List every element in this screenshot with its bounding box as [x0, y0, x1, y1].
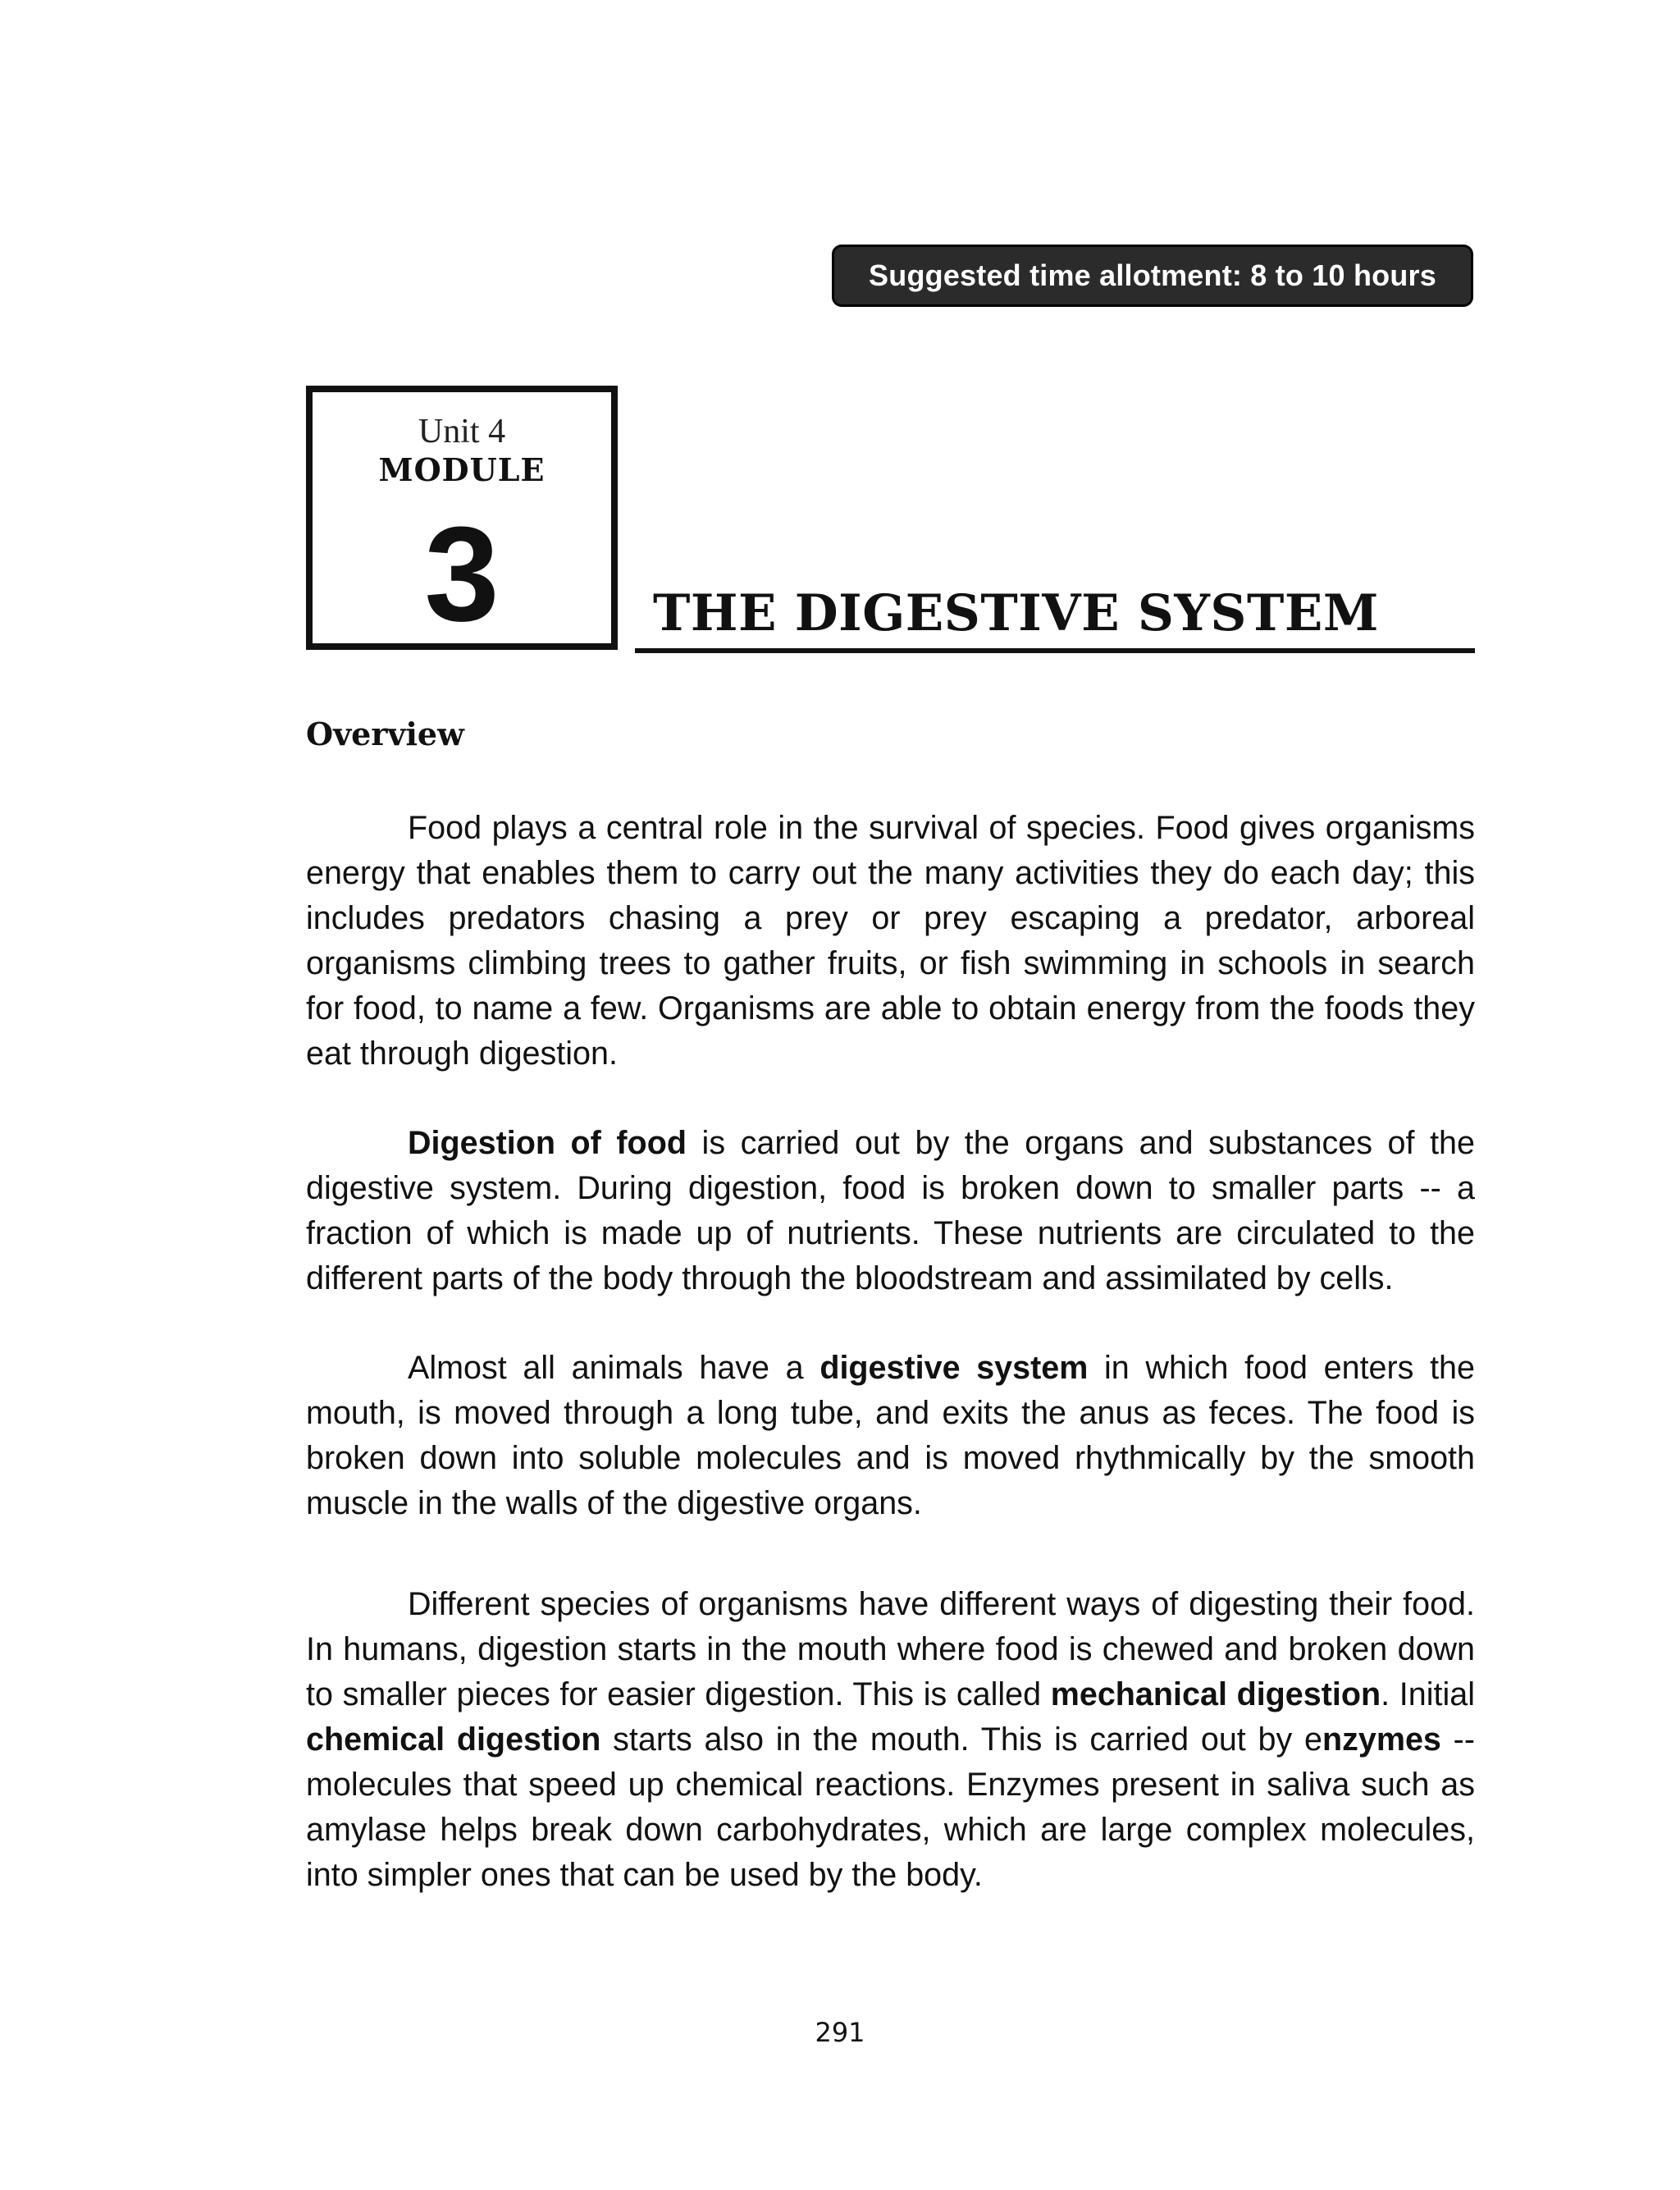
paragraph-4 [306, 1582, 1475, 1898]
term-digestive-system: digestive system [819, 1350, 1089, 1386]
paragraph-4-text-1: Different species of organisms have different ways of digesting their food. In humans, digestion starts in the mouth where food is chewed and broken down to smaller pieces for easier digestion. This is called [306, 1586, 1475, 1712]
module-number: 3 [424, 499, 500, 649]
time-allotment-badge [832, 245, 1473, 307]
paragraph-3-text-2: in which food enters the mouth, is moved through a long tube, and exits the anus as feces. The food is broken down into soluble molecules and is moved rhythmically by the smooth muscle in the walls of the digestive organs. [306, 1350, 1475, 1521]
paragraph-4-text-2: . Initial [1381, 1676, 1475, 1712]
term-enzymes: nzymes [1322, 1721, 1441, 1758]
paragraph-2-text: is carried out by the organs and substances of the digestive system. During digestion, food is broken down to smaller parts -- a fraction of which is made up of nutrients. These nutrients are circulated to the different parts of the body through the bloodstream and assimilated by cells. [306, 1125, 1475, 1296]
module-unit: Unit 4 [418, 413, 506, 450]
paragraph-3-text-1: Almost all animals have a [408, 1350, 820, 1386]
term-digestion-of-food: Digestion of food [408, 1125, 687, 1161]
paragraph-1-text: Food plays a central role in the survival of species. Food gives organisms energy that enables them to carry out the many activities they do each day; this includes predators chasing a prey or prey escaping a predator, arboreal organisms climbing trees to gather fruits, or fish swimming in schools in search for food, to name a few. Organisms are able to obtain energy from the foods they eat through digestion. [306, 810, 1475, 1072]
paragraph-3 [306, 1346, 1475, 1526]
chapter-title: THE DIGESTIVE SYSTEM [653, 584, 1379, 642]
section-heading: Overview [306, 716, 464, 752]
paragraph-2 [306, 1121, 1475, 1301]
term-mechanical-digestion: mechanical digestion [1050, 1676, 1381, 1712]
paragraph-1 [306, 806, 1475, 1077]
paragraph-4-text-4: -- molecules that speed up chemical reactions. Enzymes present in saliva such as amylase helps break down carbohydrates, which are large complex molecules, into simpler ones that can be used by the body. [306, 1721, 1475, 1893]
module-box [306, 386, 618, 650]
term-chemical-digestion: chemical digestion [306, 1721, 601, 1758]
page-number: 291 [815, 2017, 865, 2048]
paragraph-4-text-3: starts also in the mouth. This is carried out by e [600, 1721, 1322, 1758]
title-underline [635, 648, 1475, 653]
time-allotment-text: Suggested time allotment: 8 to 10 hours [869, 258, 1436, 292]
module-label: MODULE [378, 451, 546, 488]
